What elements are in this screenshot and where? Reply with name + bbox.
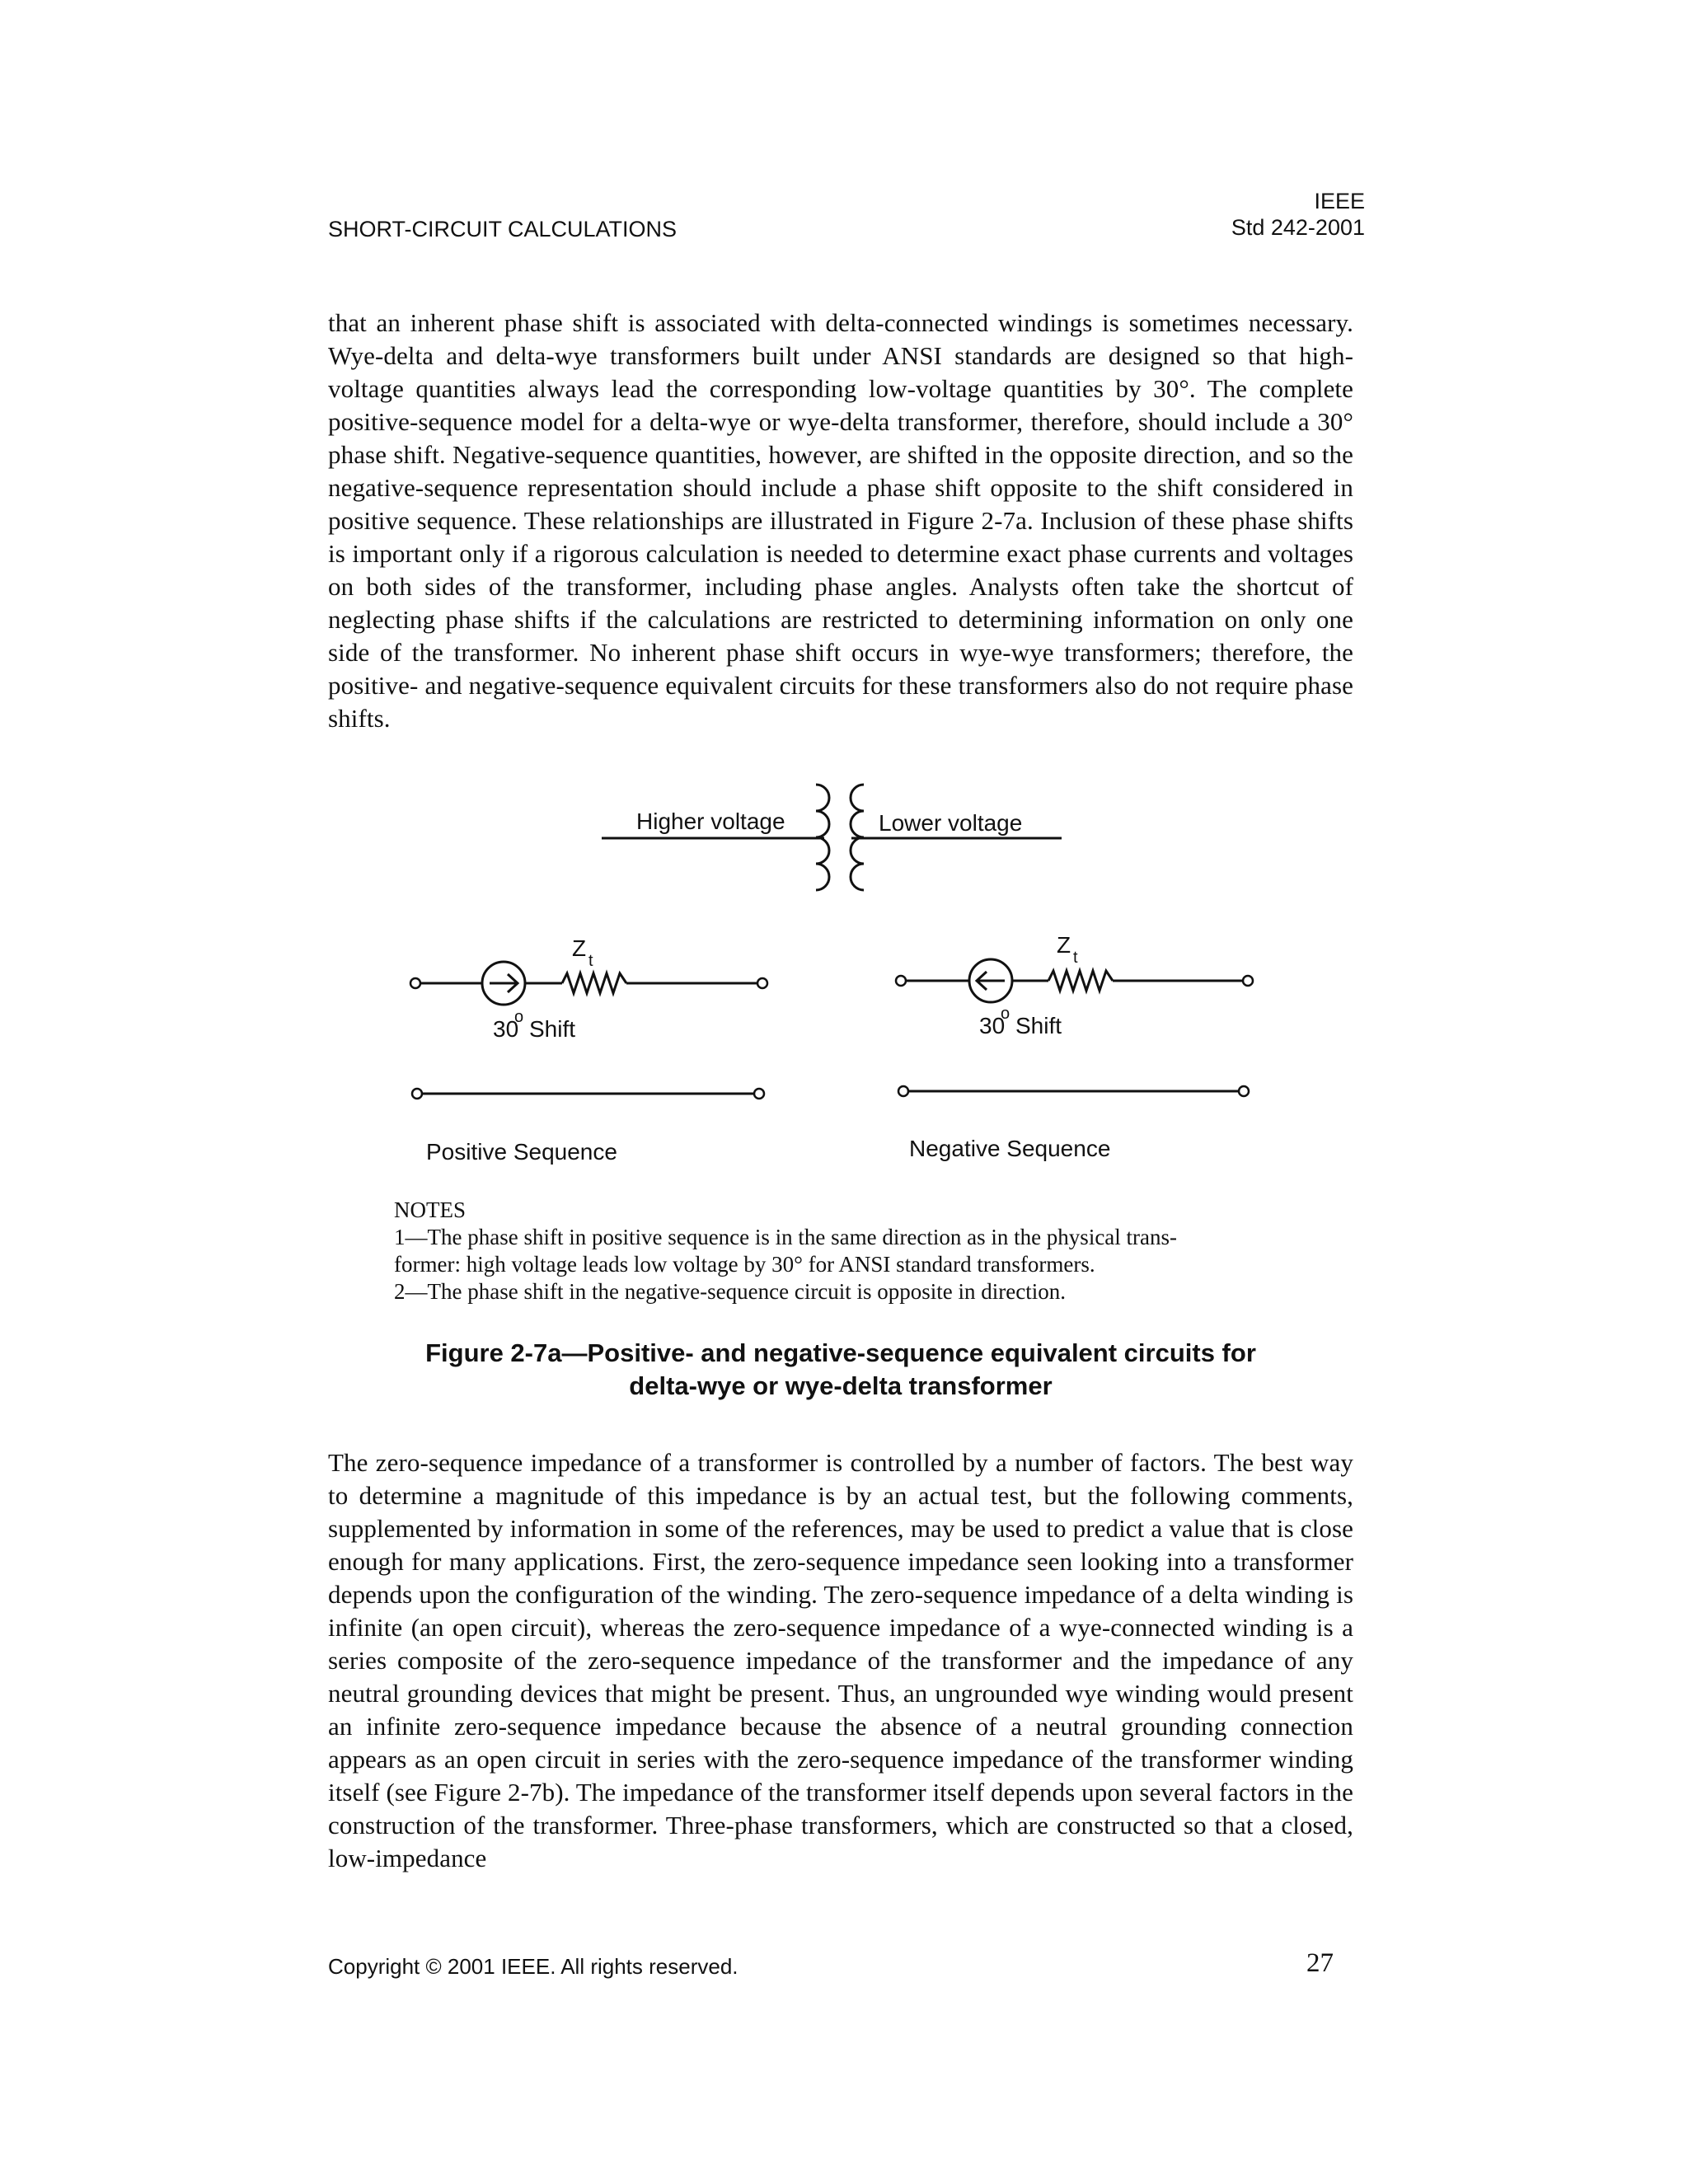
impedance-label: Z xyxy=(1057,932,1071,958)
negative-sequence-label: Negative Sequence xyxy=(909,1136,1111,1161)
running-header-title: SHORT-CIRCUIT CALCULATIONS xyxy=(328,217,678,241)
shift-degree-sup: o xyxy=(514,1008,524,1026)
shift-word: Shift xyxy=(529,1016,576,1042)
figure-notes xyxy=(394,1197,1301,1305)
header-ieee: IEEE xyxy=(1314,189,1365,213)
shift-degree-sup: o xyxy=(1001,1005,1010,1023)
note-2: 2—The phase shift in the negative-sequence circuit is opposite in direction. xyxy=(394,1279,1067,1304)
positive-sequence-circuit xyxy=(410,935,767,1165)
body-paragraph-zero-sequence: The zero-sequence impedance of a transformer is controlled by a number of factors. The best way to determine a magnitude of this impedance is by an actual test, but the following comments, supplemented by information in some of the references, may be used to predict a value that is close enough for many applications. First, the zero-sequence impedance seen looking into a transformer depends upon the configuration of the winding. The zero-sequence impedance of a delta winding is infinite (an open circuit), whereas the zero-sequence impedance of a wye-connected winding is a series composite of the zero-sequence impedance of the transformer and the impedance of any neutral grounding devices that might be present. Thus, an ungrounded wye winding would present an infinite zero-sequence impedance because the absence of a neutral grounding connection appears as an open circuit in series with the zero-sequence impedance of the transformer winding itself (see Figure 2-7b). The impedance of the transformer itself depends upon several factors in the construction of the transformer. Three-phase transformers, which are constructed so that a closed, low-impedance xyxy=(328,1448,1353,1872)
terminal-node xyxy=(412,1089,422,1099)
transformer-symbol xyxy=(602,785,1062,890)
running-header-standard xyxy=(1231,188,1365,241)
terminal-node xyxy=(757,978,767,988)
caption-line-2: delta-wye or wye-delta transformer xyxy=(629,1371,1053,1400)
impedance-subscript: t xyxy=(1073,949,1078,967)
notes-title: NOTES xyxy=(394,1197,466,1222)
lower-voltage-label: Lower voltage xyxy=(879,810,1023,836)
shift-degrees: 30 xyxy=(979,1013,1006,1038)
figure-caption xyxy=(328,1337,1353,1403)
footer-copyright: Copyright © 2001 IEEE. All rights reserved. xyxy=(328,1954,738,1979)
note-1-line-2: former: high voltage leads low voltage by 30° for ANSI standard transformers. xyxy=(394,1252,1095,1277)
page-number: 27 xyxy=(1306,1948,1334,1978)
caption-line-1: Figure 2-7a—Positive- and negative-sequence equivalent circuits for xyxy=(425,1338,1256,1367)
body-paragraph-phase-shift: that an inherent phase shift is associated with delta-connected windings is sometimes necessary. Wye-delta and delta-wye transformers built under ANSI standards are designed so that high-voltage quantities always lead the corresponding low-voltage quantities by 30°. The complete positive-sequence model for a delta-wye or wye-delta transformer, therefore, should include a 30° phase shift. Negative-sequence quantities, however, are shifted in the opposite direction, and so the negative-sequence representation should include a phase shift opposite to the shift considered in positive sequence. These relationships are illustrated in Figure 2-7a. Inclusion of these phase shifts is important only if a rigorous calculation is needed to determine exact phase currents and voltages on both sides of the transformer, including phase angles. Analysts often take the shortcut of neglecting phase shifts if the calculations are restricted to determining information on only one side of the transformer. No inherent phase shift occurs in wye-wye transformers; therefore, the positive- and negative-sequence equivalent circuits for these transformers also do not require phase shifts. xyxy=(328,308,1353,733)
impedance-resistor-icon xyxy=(1048,971,1113,991)
header-std-number: Std 242-2001 xyxy=(1231,215,1365,240)
higher-voltage-label: Higher voltage xyxy=(636,808,785,834)
terminal-node xyxy=(896,976,906,986)
negative-sequence-circuit xyxy=(896,932,1253,1161)
positive-sequence-label: Positive Sequence xyxy=(426,1139,617,1165)
note-1-line-1: 1—The phase shift in positive sequence is in the same direction as in the physical trans- xyxy=(394,1225,1178,1249)
impedance-resistor-icon xyxy=(562,973,626,993)
terminal-node xyxy=(1243,976,1253,986)
figure-2-7a-diagram xyxy=(0,775,1688,1187)
terminal-node xyxy=(1239,1086,1249,1096)
shift-degrees: 30 xyxy=(493,1016,519,1042)
impedance-subscript: t xyxy=(588,952,593,970)
shift-word: Shift xyxy=(1015,1013,1062,1038)
terminal-node xyxy=(898,1086,908,1096)
terminal-node xyxy=(410,978,420,988)
impedance-label: Z xyxy=(572,935,587,961)
terminal-node xyxy=(754,1089,764,1099)
